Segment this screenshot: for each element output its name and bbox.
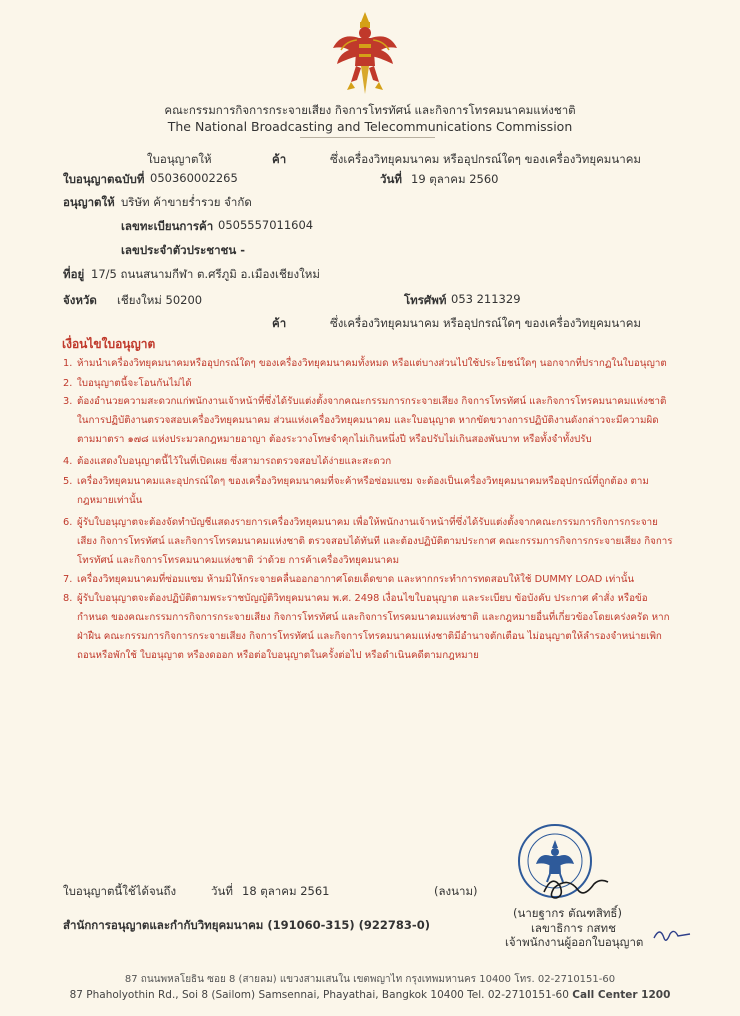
footer-address-thai: 87 ถนนพหลโยธิน ซอย 8 (สายลม) แขวงสามเสนใน เขตพญาไท กรุงเทพมหานคร 10400 โทร. 02-2710151-60 <box>124 974 616 985</box>
condition-number: 1. <box>63 358 73 369</box>
condition-item <box>63 392 673 449</box>
province-value: เชียงใหม่ 50200 <box>117 293 203 307</box>
condition-number: 5. <box>63 476 73 487</box>
issue-date-label: วันที่ <box>380 172 402 186</box>
condition-text: ใบอนุญาตนี้จะโอนกันไม่ได้ <box>77 378 192 389</box>
valid-until-date-label: วันที่ <box>211 884 233 898</box>
condition-item <box>63 589 673 665</box>
citizen-id-label: เลขประจำตัวประชาชน - <box>121 243 245 257</box>
phone-label: โทรศัพท์ <box>404 293 447 307</box>
condition-item <box>63 570 673 589</box>
trade-registration-label: เลขทะเบียนการค้า <box>121 219 214 233</box>
license-type-trade-repeat: ค้า <box>272 316 287 330</box>
condition-text: ต้องแสดงใบอนุญาตนี้ไว้ในที่เปิดเผย ซึ่งสามารถตรวจสอบได้ง่ายและสะดวก <box>77 456 392 467</box>
organization-name-english: The National Broadcasting and Telecommunications Commission <box>167 119 573 134</box>
valid-until-label: ใบอนุญาตนี้ใช้ได้จนถึง <box>63 884 177 898</box>
condition-text: ห้ามนำเครื่องวิทยุคมนาคมหรืออุปกรณ์ใดๆ ของเครื่องวิทยุคมนาคมทั้งหมด หรือแต่บางส่วนไปใช้ประโยชน์ใดๆ นอกจากที่ปรากฏในใบอนุญาต <box>77 358 667 369</box>
address-label: ที่อยู่ <box>63 267 85 281</box>
condition-item <box>63 452 673 471</box>
license-type-trade: ค้า <box>272 152 287 166</box>
condition-item <box>63 354 673 373</box>
condition-item <box>63 374 673 393</box>
condition-number: 7. <box>63 574 73 585</box>
valid-until-date-value: 18 ตุลาคม 2561 <box>242 884 330 898</box>
condition-number: 8. <box>63 593 73 604</box>
footer-address-english <box>0 989 740 1001</box>
signatory-title: เลขาธิการ กสทช <box>531 921 616 935</box>
issuing-office: สำนักการอนุญาตและกำกับวิทยุคมนาคม (191060-315) (922783-0) <box>63 918 430 932</box>
conditions-title: เงื่อนไขใบอนุญาต <box>62 337 156 351</box>
license-type-value: ซึ่งเครื่องวิทยุคมนาคม หรืออุปกรณ์ใดๆ ของเครื่องวิทยุคมนาคม <box>330 152 641 166</box>
condition-number: 6. <box>63 517 73 528</box>
initials-signature-icon <box>652 924 692 946</box>
condition-number: 3. <box>63 396 73 407</box>
condition-text: เครื่องวิทยุคมนาคมและอุปกรณ์ใดๆ ของเครื่องวิทยุคมนาคมที่จะค้าหรือซ่อมแซม จะต้องเป็นเครื่องวิทยุคมนาคมหรืออุปกรณ์ที่ถูกต้อง ตามกฎหมายเท่านั้น <box>77 476 649 506</box>
phone-value: 053 211329 <box>451 292 521 306</box>
issue-date-value: 19 ตุลาคม 2560 <box>411 172 499 186</box>
condition-text: ต้องอำนวยความสะดวกแก่พนักงานเจ้าหน้าที่ซึ่งได้รับแต่งตั้งจากคณะกรรมการกระจายเสียง กิจการโทรทัศน์ และกิจการโทรคมนาคมแห่งชาติ ในการปฏิบัติงานตรวจสอบเครื่องวิทยุคมนาคม ส่วนแห่งเครื่องวิทยุคมนาคม และใบอนุญาต หากขัดขวางการปฏิบัติงานดังกล่าวจะมีความผิด ตามมาตรา ๑๗๘ แห่งประมวลกฎหมายอาญา ต้องระวางโทษจำคุกไม่เกินหนึ่งปี หรือปรับไม่เกินสองพันบาท หรือทั้งจำทั้งปรับ <box>77 396 667 445</box>
grantee-value: บริษัท ค้าขายร่ำรวย จำกัด <box>121 195 252 209</box>
license-number-label: ใบอนุญาตฉบับที่ <box>63 172 145 186</box>
province-label: จังหวัด <box>63 293 97 307</box>
condition-text: ผู้รับใบอนุญาตจะต้องจัดทำบัญชีแสดงรายการเครื่องวิทยุคมนาคม เพื่อให้พนักงานเจ้าหน้าที่ซึ่งได้รับแต่งตั้งจากคณะกรรมการกิจการกระจายเสียง กิจการโทรทัศน์ และกิจการโทรคมนาคมแห่งชาติ ตรวจสอบได้ทันที และต้องปฏิบัติตามประกาศ คณะกรรมการกิจการกระจายเสียง กิจการโทรทัศน์ และกิจการโทรคมนาคมแห่งชาติ ว่าด้วย การค้าเครื่องวิทยุคมนาคม <box>77 517 673 566</box>
address-value: 17/5 ถนนสนามกีฬา ต.ศรีภูมิ อ.เมืองเชียงใหม่ <box>91 267 320 281</box>
signatory-name: (นายฐากร ตัณฑสิทธิ์) <box>513 906 622 920</box>
condition-item <box>63 472 673 510</box>
garuda-emblem-icon <box>329 10 401 96</box>
license-type-value-repeat: ซึ่งเครื่องวิทยุคมนาคม หรืออุปกรณ์ใดๆ ของเครื่องวิทยุคมนาคม <box>330 316 641 330</box>
grantee-label: อนุญาตให้ <box>63 195 115 209</box>
license-number-value: 050360002265 <box>150 171 238 185</box>
header-divider <box>300 137 435 138</box>
signature-icon <box>538 868 616 904</box>
condition-text: ผู้รับใบอนุญาตจะต้องปฏิบัติตามพระราชบัญญัติวิทยุคมนาคม พ.ศ. 2498 เงื่อนไขใบอนุญาต และระเบียบ ข้อบังคับ ประกาศ คำสั่ง หรือข้อกำหนด ของคณะกรรมการกิจการกระจายเสียง กิจการโทรทัศน์ และกิจการโทรคมนาคมแห่งชาติ และกฎหมายอื่นที่เกี่ยวข้องโดยเคร่งครัด หากฝ่าฝืน คณะกรรมการกิจการกระจายเสียง กิจการโทรทัศน์ และกิจการโทรคมนาคมแห่งชาติมีอำนาจตักเตือน ไม่อนุญาตให้ลำรองจำหน่ายเพิกถอนหรือพักใช้ ใบอนุญาต หรืองดออก หรือต่อใบอนุญาตในครั้งต่อไป หรือดำเนินคดีตามกฎหมาย <box>77 593 670 661</box>
condition-number: 4. <box>63 456 73 467</box>
condition-text: เครื่องวิทยุคมนาคมที่ซ่อมแซม ห้ามมิให้กระจายคลื่นออกอากาศโดยเด็ดขาด และหากกระทำการทดสอบให้ใช้ DUMMY LOAD เท่านั้น <box>77 574 635 585</box>
condition-number: 2. <box>63 378 73 389</box>
trade-registration-value: 0505557011604 <box>218 218 314 232</box>
call-center: Call Center 1200 <box>572 989 671 1001</box>
license-type-label: ใบอนุญาตให้ <box>147 152 212 166</box>
footer-address-english-text: 87 Phaholyothin Rd., Soi 8 (Sailom) Samsennai, Phayathai, Bangkok 10400 Tel. 02-2710151-60 <box>69 989 569 1001</box>
organization-name-thai: คณะกรรมการกิจการกระจายเสียง กิจการโทรทัศน์ และกิจการโทรคมนาคมแห่งชาติ <box>164 103 576 117</box>
condition-item <box>63 513 673 570</box>
signed-label: (ลงนาม) <box>434 884 478 898</box>
signatory-role: เจ้าพนักงานผู้ออกใบอนุญาต <box>505 935 644 949</box>
